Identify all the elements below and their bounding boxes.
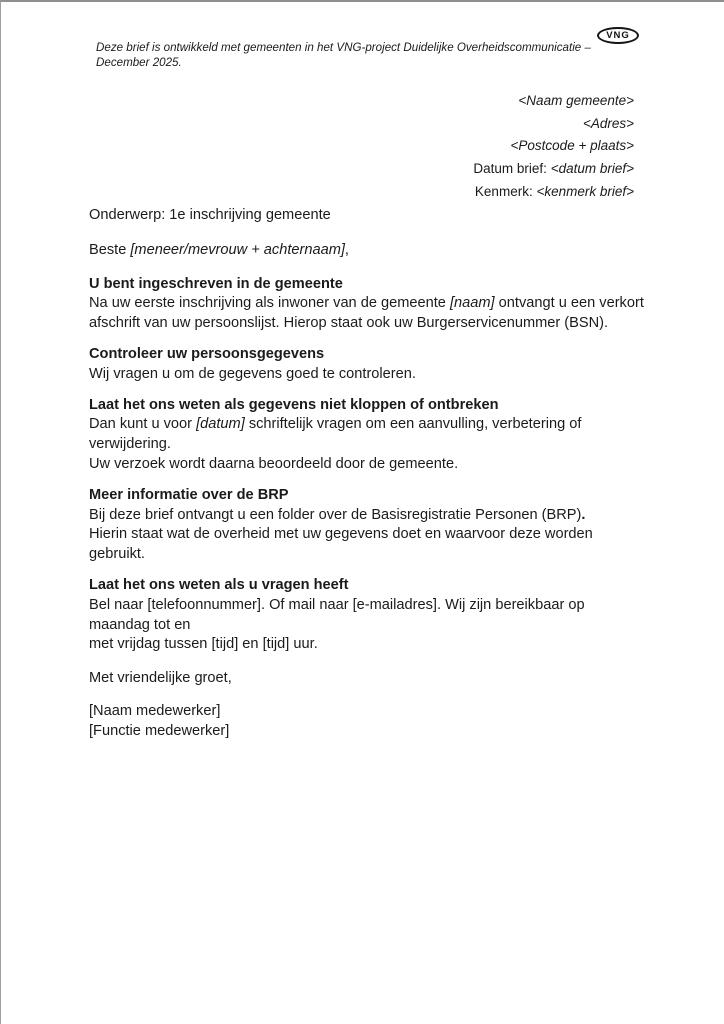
salutation-prefix: Beste	[89, 241, 131, 258]
paragraph-period: .	[581, 506, 586, 523]
naam-placeholder: [naam]	[449, 295, 495, 312]
section-ingeschreven	[89, 275, 645, 334]
address-line-postcode	[473, 135, 634, 158]
gemeente-placeholder: <Naam gemeente>	[518, 93, 634, 108]
salutation	[89, 241, 645, 261]
paragraph-text: Uw verzoek wordt daarna beoordeeld door de gemeente.	[89, 455, 459, 472]
kenmerk-label: Kenmerk:	[474, 183, 537, 199]
letter-body	[89, 206, 645, 742]
paragraph-text: schriftelijk vragen om een aanvulling, verbetering of verwijdering.	[89, 416, 582, 453]
section-heading: U bent ingeschreven in de gemeente	[89, 275, 343, 292]
paragraph-text: Dan kunt u voor	[89, 416, 197, 433]
paragraph-text: Bij deze brief ontvangt u een folder over de Basisregistratie Personen (BRP)	[89, 506, 582, 523]
paragraph-text: afschrift van uw persoonslijst. Hierop staat ook uw Burgerservicenummer (BSN).	[89, 315, 609, 332]
paragraph-text: ontvangt u een verkort	[494, 295, 644, 312]
adres-placeholder: <Adres>	[582, 115, 634, 131]
paragraph-text: Bel naar [telefoonnummer]. Of mail naar [e-mailadres]. Wij zijn bereikbaar op maandag tot en	[89, 596, 585, 633]
address-line-adres	[473, 113, 634, 136]
section-heading: Controleer uw persoonsgegevens	[89, 345, 325, 362]
address-line-datum	[473, 158, 634, 181]
postcode-placeholder: <Postcode + plaats>	[510, 138, 634, 154]
salutation-name-placeholder: [meneer/mevrouw + achternaam]	[130, 241, 345, 258]
datum-placeholder-inline: [datum]	[196, 416, 245, 433]
paragraph-text: Na uw eerste inschrijving als inwoner van de gemeente	[89, 295, 450, 312]
signature-role: [Functie medewerker]	[89, 722, 230, 739]
salutation-suffix: ,	[344, 241, 349, 258]
address-block	[473, 90, 634, 204]
address-line-kenmerk	[473, 181, 634, 204]
paragraph-text: Wij vragen u om de gegevens goed te controleren.	[89, 365, 416, 382]
section-heading: Meer informatie over de BRP	[89, 486, 289, 503]
address-line-gemeente	[473, 90, 634, 113]
section-heading: Laat het ons weten als u vragen heeft	[89, 576, 349, 593]
closing-line: Met vriendelijke groet,	[89, 670, 232, 687]
kenmerk-placeholder: <kenmerk brief>	[536, 183, 634, 199]
section-vragen	[89, 576, 645, 655]
paragraph-text: met vrijdag tussen [tijd] en [tijd] uur.	[89, 636, 318, 653]
subject-line: Onderwerp: 1e inschrijving gemeente	[89, 207, 331, 223]
signature-block	[89, 702, 645, 742]
datum-placeholder: <datum brief>	[550, 161, 634, 177]
section-brp	[89, 486, 645, 565]
paragraph-text: Hierin staat wat de overheid met uw gegevens doet en waarvoor deze worden gebruikt.	[89, 526, 593, 563]
section-kloppen	[89, 396, 645, 475]
section-controleer	[89, 345, 645, 385]
section-heading: Laat het ons weten als gegevens niet kloppen of ontbreken	[89, 396, 499, 413]
vng-logo-text: VNG	[606, 30, 630, 41]
disclaimer-text: Deze brief is ontwikkeld met gemeenten in het VNG-project Duidelijke Overheidscommunicatie – December 2025.	[96, 41, 591, 69]
datum-label: Datum brief:	[473, 161, 551, 177]
signature-name: [Naam medewerker]	[89, 702, 221, 719]
